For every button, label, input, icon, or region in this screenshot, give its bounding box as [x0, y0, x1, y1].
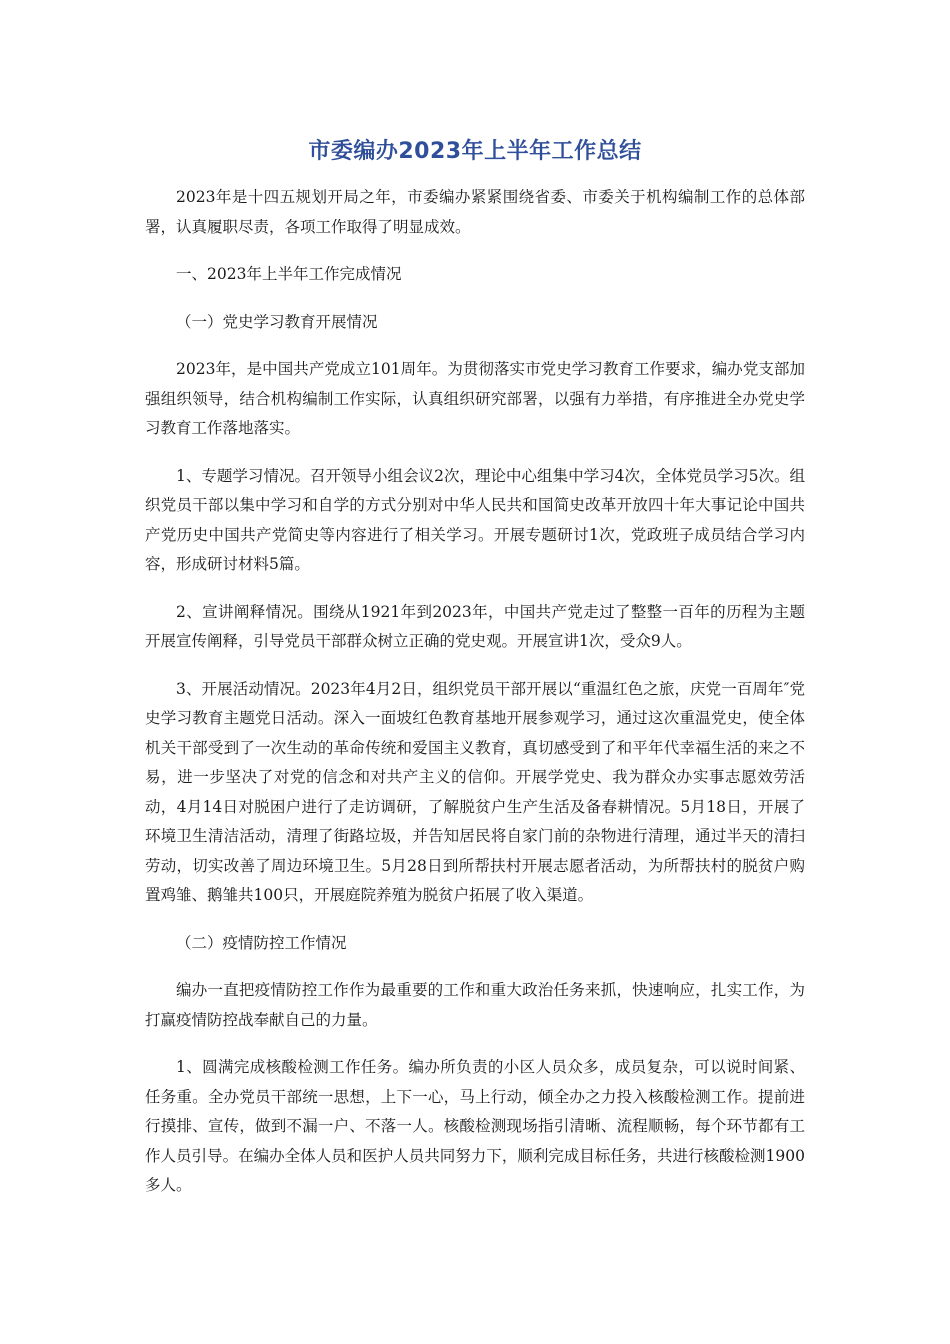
paragraph-intro: 2023年是十四五规划开局之年，市委编办紧紧围绕省委、市委关于机构编制工作的总体部署，认真履职尽责，各项工作取得了明显成效。: [145, 188, 805, 236]
subsection-heading-party-history: （一）党史学习教育开展情况: [176, 312, 378, 331]
paragraph-activities: 3、开展活动情况。2023年4月2日，组织党员干部开展以“重温红色之旅，庆党一百周年″党史学习教育主题党日活动。深入一面坡红色教育基地开展参观学习，通过这次重温党史，使全体机关干部受到了一次生动的革命传统和爱国主义教育，真切感受到了和平年代幸福生活的来之不易，进一步坚决了对党的信念和对共产主义的信仰。开展学党史、我为群众办实事志愿效劳活动，4月14日对脱困户进行了走访调研，了解脱贫户生产生活及备春耕情况。5月18日，开展了环境卫生清洁活动，清理了街路垃圾，并告知居民将自家门前的杂物进行清理，通过半天的清扫劳动，切实改善了周边环境卫生。5月28日到所帮扶村开展志愿者活动，为所帮扶村的脱贫户购置鸡雏、鹅雏共100只，开展庭院养殖为脱贫户拓展了收入渠道。: [145, 679, 805, 904]
subsection-heading-epidemic: （二）疫情防控工作情况: [176, 933, 347, 952]
section-heading-1: 一、2023年上半年工作完成情况: [176, 265, 402, 283]
paragraph-special-study: 1、专题学习情况。召开领导小组会议2次，理论中心组集中学习4次，全体党员学习5次。组织党员干部以集中学习和自学的方式分别对中华人民共和国简史改革开放四十年大事记论中国共产党历史中国共产党简史等内容进行了相关学习。开展专题研讨1次，党政班子成员结合学习内容，形成研讨材料5篇。: [145, 466, 805, 573]
paragraph-nucleic-testing: 1、圆满完成核酸检测工作任务。编办所负责的小区人员众多，成员复杂，可以说时间紧、任务重。全办党员干部统一思想，上下一心，马上行动，倾全办之力投入核酸检测工作。提前进行摸排、宣传，做到不漏一户、不落一人。核酸检测现场指引清晰、流程顺畅，每个环节都有工作人员引导。在编办全体人员和医护人员共同努力下，顺利完成目标任务，共进行核酸检测1900多人。: [145, 1058, 805, 1194]
document-title: 市委编办2023年上半年工作总结: [308, 139, 642, 164]
paragraph-party-history-overview: 2023年，是中国共产党成立101周年。为贯彻落实市党史学习教育工作要求，编办党支部加强组织领导，结合机构编制工作实际，认真组织研究部署，以强有力举措，有序推进全办党史学习教育工作落地落实。: [145, 360, 805, 437]
document-body: [145, 183, 805, 1219]
paragraph-lecture: 2、宣讲阐释情况。围绕从1921年到2023年，中国共产党走过了整整一百年的历程为主题开展宣传阐释，引导党员干部群众树立正确的党史观。开展宣讲1次，受众9人。: [145, 602, 805, 650]
paragraph-epidemic-overview: 编办一直把疫情防控工作作为最重要的工作和重大政治任务来抓，快速响应，扎实工作，为打赢疫情防控战奉献自己的力量。: [145, 981, 805, 1029]
